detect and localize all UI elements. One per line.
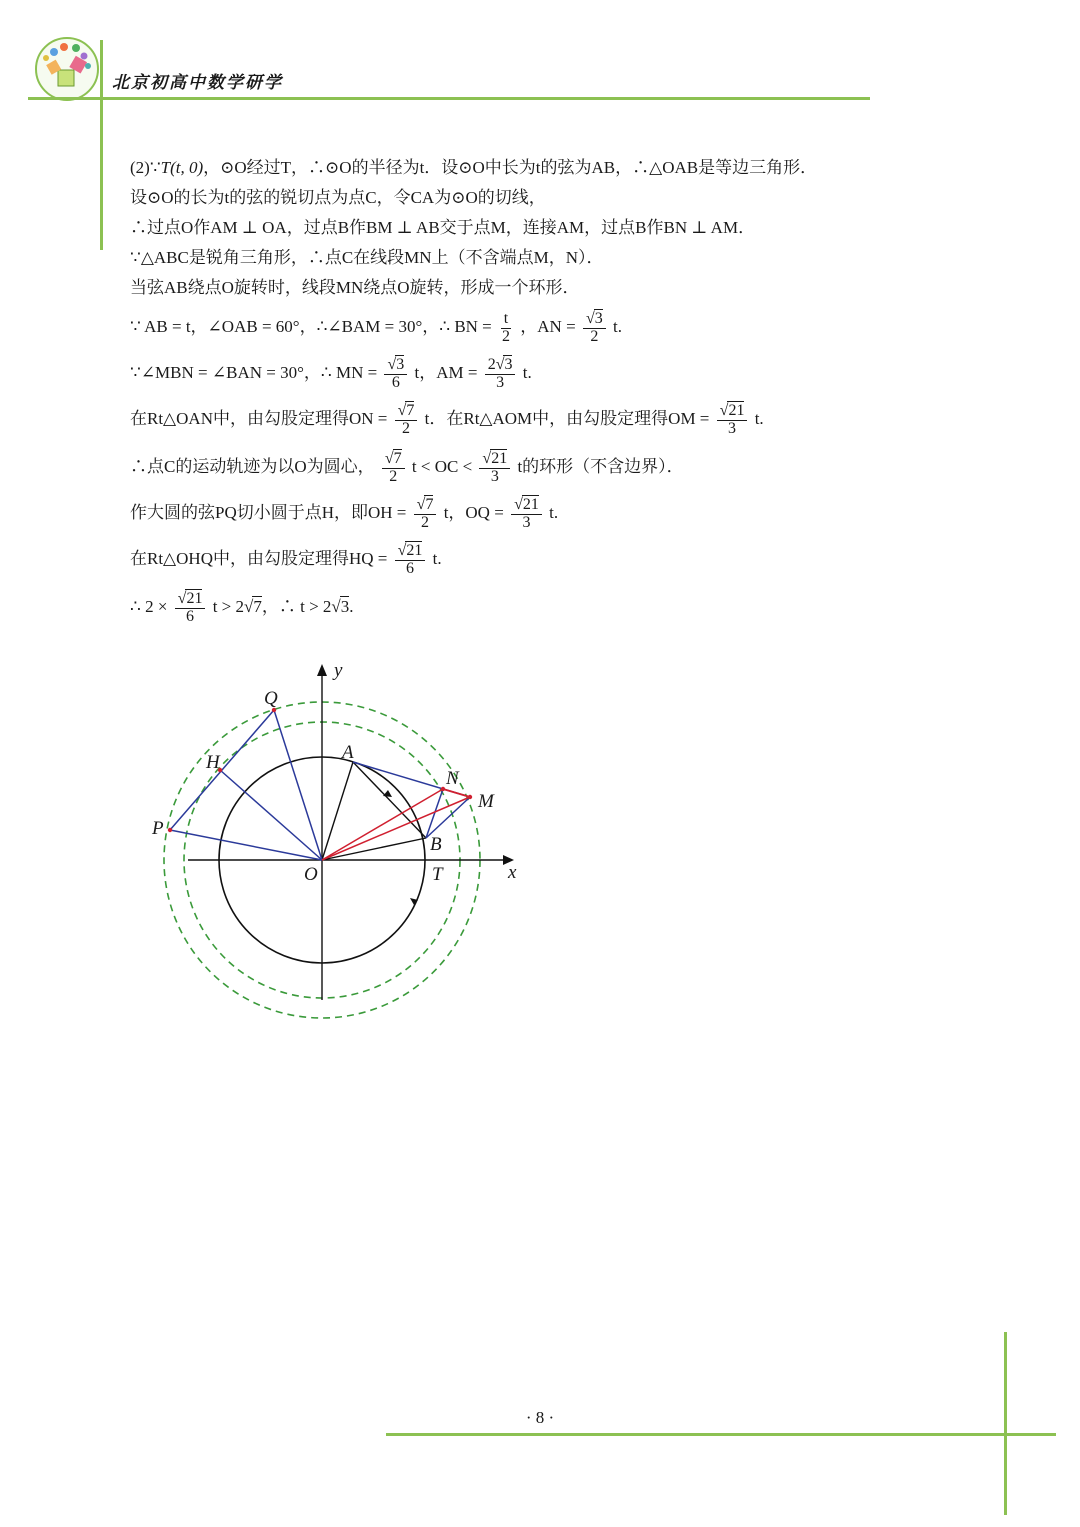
line-10: 作大圆的弦PQ切小圆于点H，即OH = $\frac{√7}{2}$ t，OQ = $\frac{√21}{3}$ t. (130, 495, 559, 531)
fraction: $\frac{√7}{2}$ (382, 451, 405, 486)
fraction: $\frac{2√3}{3}$ (485, 357, 516, 392)
fraction: $\frac{√7}{2}$ (395, 403, 418, 438)
line-1: (2)∵T(t, 0)，⊙O经过T，∴⊙O的半径为t．设⊙O中长为t的弦为AB，∴△OAB是等边三角形． (130, 158, 818, 177)
label-q: Q (264, 688, 278, 709)
fraction: $\frac{√21}{3}$ (511, 497, 542, 532)
label-n: N (446, 768, 459, 789)
label-p: P (152, 818, 164, 839)
point-m (468, 795, 472, 799)
fraction: $\frac{√21}{3}$ (479, 451, 510, 486)
label-x: x (508, 862, 517, 883)
arc-arrow (383, 790, 392, 797)
line-8: 在Rt△OAN中，由勾股定理得ON = $\frac{√7}{2}$ t．在Rt△AOM中，由勾股定理得OM = $\frac{√21}{3}$ t. (130, 401, 764, 437)
y-arrow (317, 664, 327, 676)
line-3: ∴过点O作AM ⊥ OA，过点B作BM ⊥ AB交于点M，连接AM，过点B作BN ⊥ AM． (130, 218, 756, 237)
header-vertical-rule (100, 40, 103, 250)
footer-rule (386, 1433, 1056, 1436)
fraction: $\frac{√21}{3}$ (717, 403, 748, 438)
line-6: ∵ AB = t，∠OAB = 60°，∴∠BAM = 30°，∴ BN = $\frac{t}{2}$ ，AN = $\frac{√3}{2}$ t. (130, 309, 622, 345)
logo (34, 36, 100, 102)
point-p (168, 828, 172, 832)
label-o: O (304, 864, 318, 885)
fraction: $\frac{√21}{6}$ (395, 543, 426, 578)
footer-vertical-rule (1004, 1332, 1007, 1515)
line-7: ∵∠MBN = ∠BAN = 30°，∴ MN = $\frac{√3}{6}$ t，AM = $\frac{2√3}{3}$ t. (130, 355, 532, 391)
fraction: $\frac{√21}{6}$ (175, 591, 206, 626)
line-4: ∵△ABC是锐角三角形，∴点C在线段MN上（不含端点M，N）． (130, 248, 604, 267)
label-y: y (334, 660, 343, 681)
segment-oh (220, 770, 322, 860)
segment-oq (274, 710, 322, 860)
label-t: T (432, 864, 443, 885)
fraction: $\frac{√3}{2}$ (583, 311, 606, 346)
line-9: ∴点C的运动轨迹为以O为圆心， $\frac{√7}{2}$ t < OC < $\frac{√21}{3}$ t的环形（不含边界）． (130, 449, 684, 485)
header-rule (28, 97, 870, 100)
label-b: B (430, 834, 442, 855)
point-n (441, 787, 445, 791)
fraction: $\frac{t}{2}$ (502, 309, 511, 345)
fraction: $\frac{√3}{6}$ (384, 357, 407, 392)
segment-nm (443, 789, 470, 797)
label-m: M (478, 791, 494, 812)
segment-ob (322, 838, 426, 860)
line-11: 在Rt△OHQ中，由勾股定理得HQ = $\frac{√21}{6}$ t. (130, 541, 442, 577)
label-h: H (206, 752, 220, 773)
line-2: 设⊙O的长为t的弦的锐切点为点C，令CA为⊙O的切线， (130, 188, 546, 207)
segment-op (170, 830, 322, 860)
line-12: ∴ 2 × $\frac{√21}{6}$ t > 2√7，∴ t > 2√3. (130, 589, 354, 625)
label-a: A (342, 742, 354, 763)
line-5: 当弦AB绕点O旋转时，线段MN绕点O旋转，形成一个环形． (130, 278, 580, 297)
page-number: · 8 · (525, 1408, 555, 1427)
geometry-figure (140, 650, 540, 1050)
fraction: $\frac{√7}{2}$ (414, 497, 437, 532)
brand-title: 北京初高中数学研学 (112, 73, 283, 93)
